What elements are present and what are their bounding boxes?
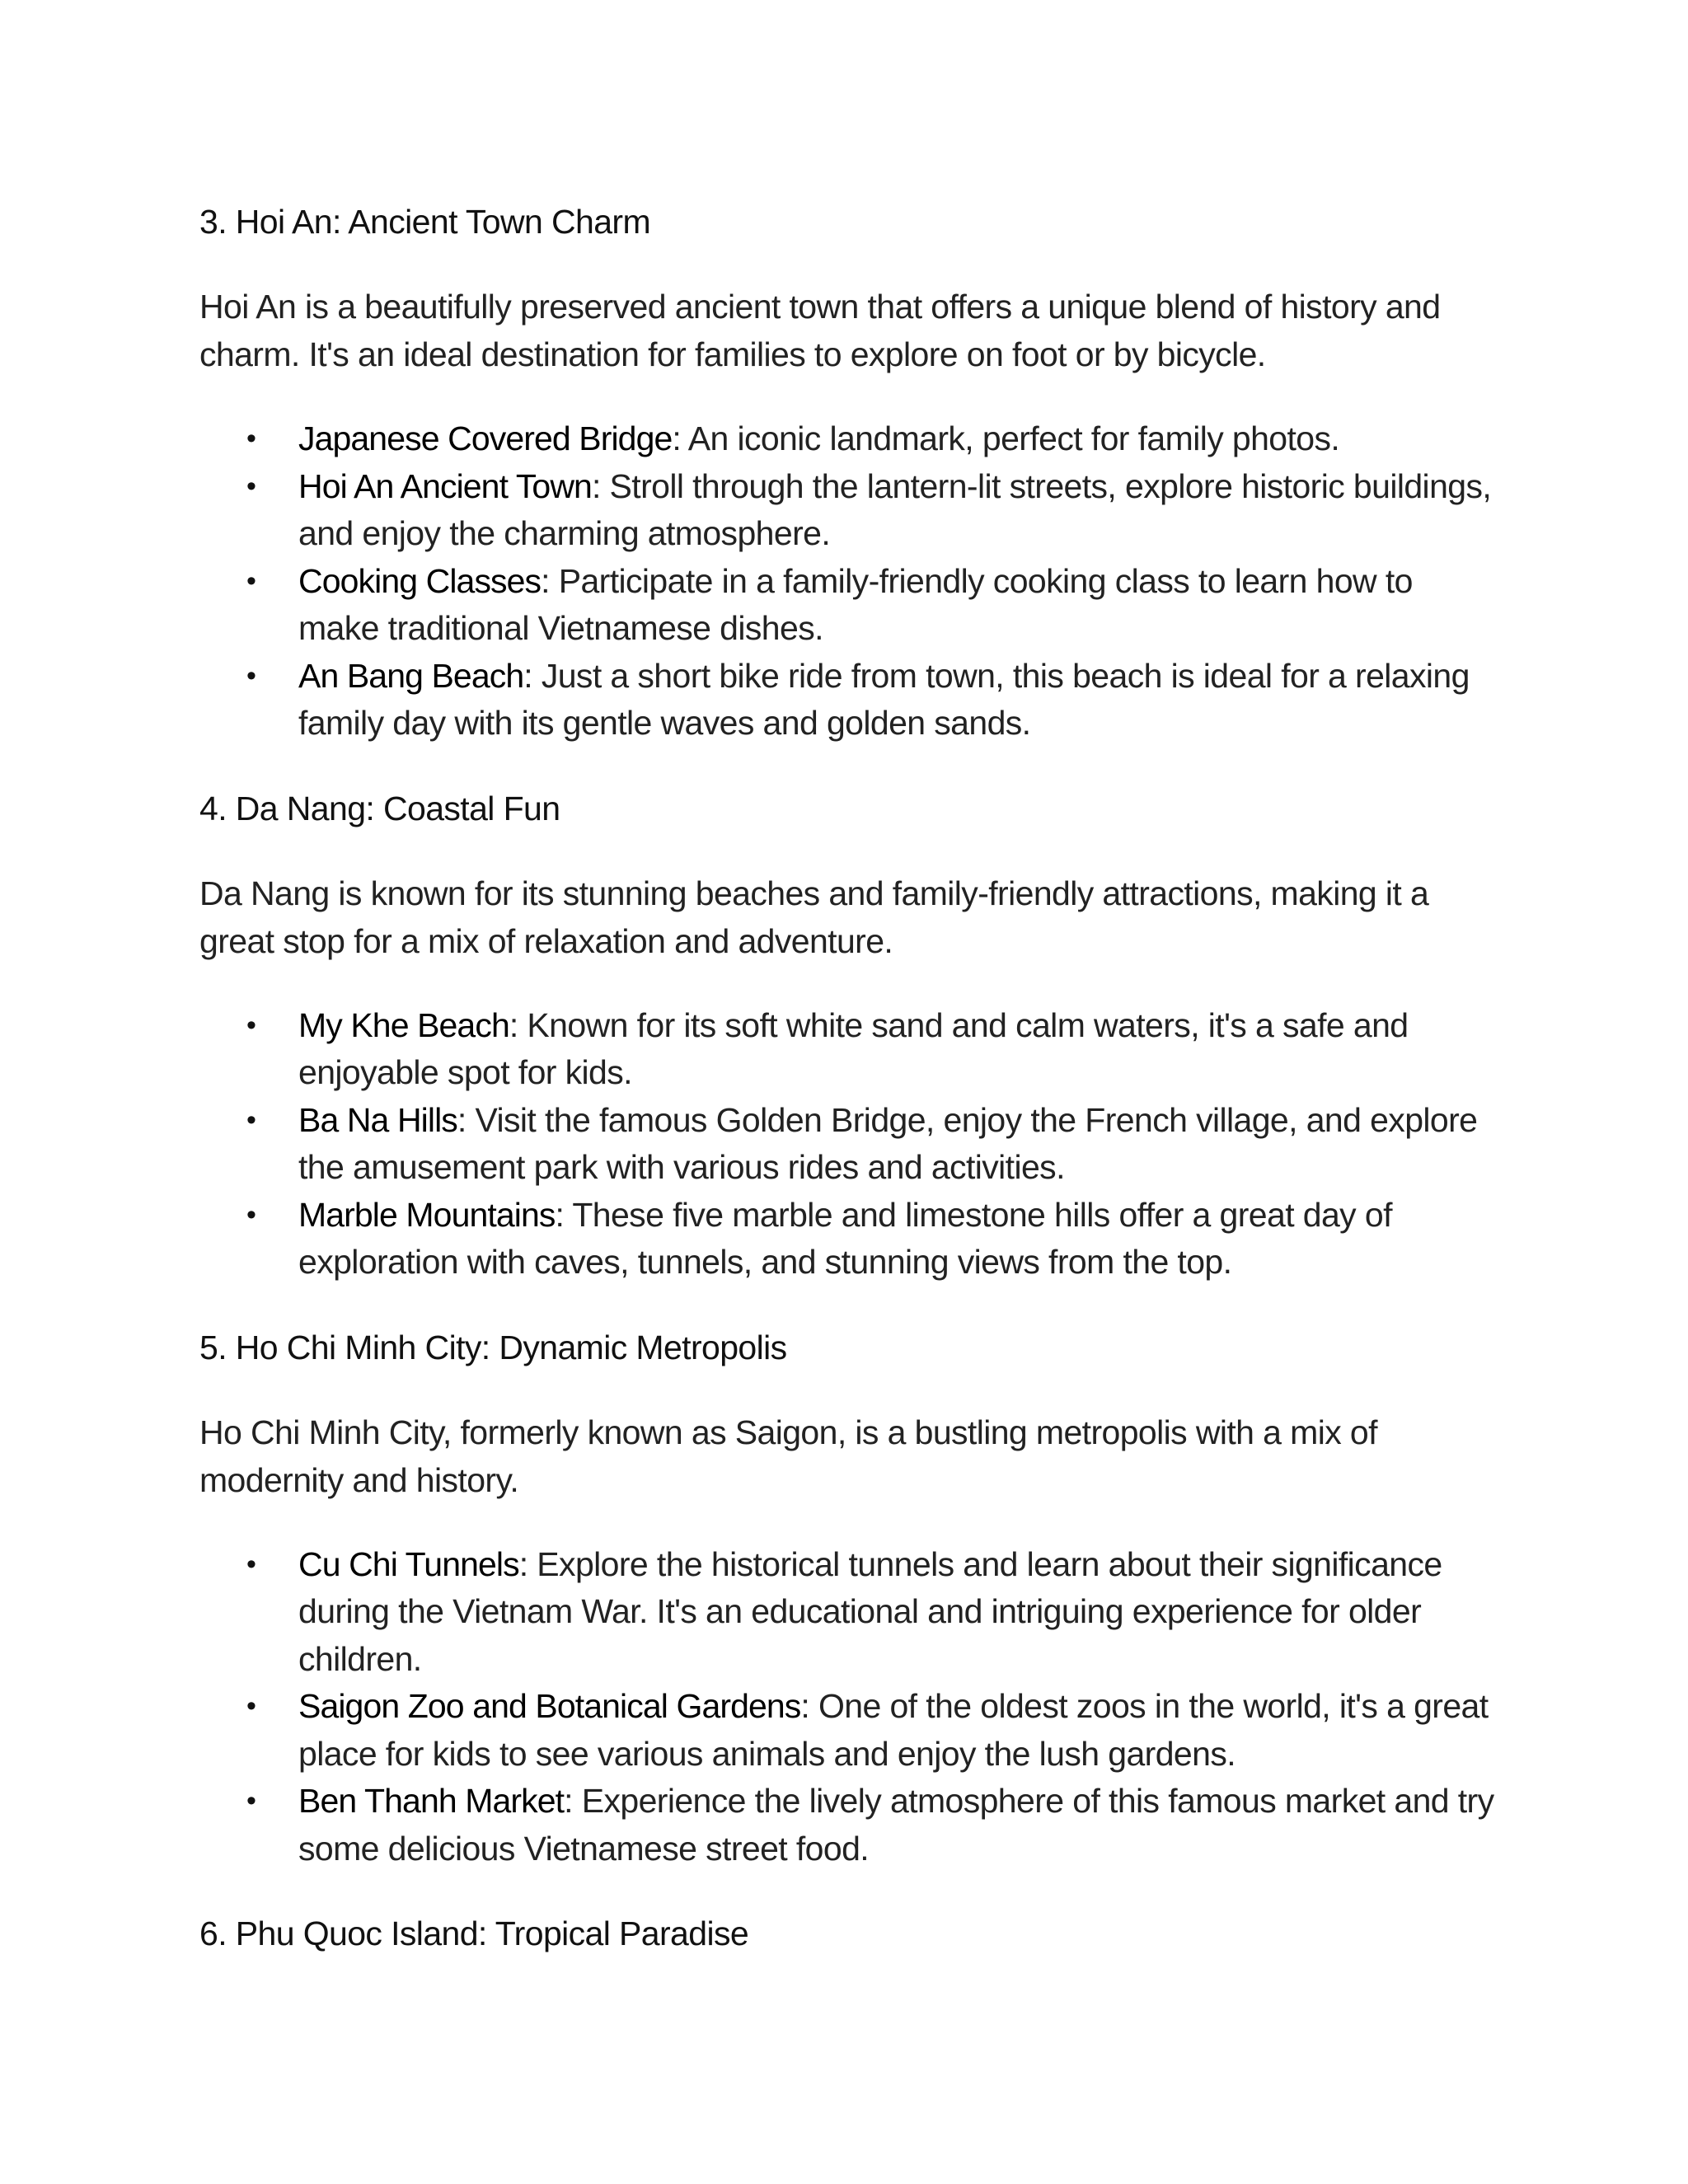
bullet-icon: •	[246, 423, 256, 454]
item-term: Ba Na Hills	[298, 1100, 457, 1139]
bullet-icon: •	[246, 659, 256, 691]
bullet-icon: •	[246, 565, 256, 597]
item-description: : Experience the lively atmosphere of this famous market and try some delicious Vietnamese street food.	[298, 1782, 1494, 1868]
item-term: An Bang Beach	[298, 656, 524, 695]
section-heading-phu-quoc: 6. Phu Quoc Island: Tropical Paradise	[199, 1915, 749, 1952]
list-item	[199, 1002, 1502, 1097]
list-item	[199, 558, 1502, 653]
list-item	[199, 1097, 1502, 1192]
item-term: Ben Thanh Market	[298, 1782, 565, 1820]
item-term: Hoi An Ancient Town	[298, 466, 592, 505]
item-term: Cooking Classes	[298, 561, 542, 600]
attractions-list-hoi-an	[199, 415, 1502, 748]
list-item	[199, 415, 1502, 463]
item-term: Marble Mountains	[298, 1195, 556, 1234]
bullet-icon: •	[246, 470, 256, 502]
item-term: Cu Chi Tunnels	[298, 1544, 519, 1583]
item-description: : Known for its soft white sand and calm waters, it's a safe and enjoyable spot for kids.	[298, 1005, 1409, 1091]
item-term: Saigon Zoo and Botanical Gardens	[298, 1687, 801, 1725]
item-term: Japanese Covered Bridge	[298, 419, 673, 457]
item-description: : Visit the famous Golden Bridge, enjoy the French village, and explore the amusement park with various rides and activities.	[298, 1100, 1478, 1186]
attractions-list-da-nang	[199, 1002, 1502, 1286]
attractions-list-ho-chi-minh-city	[199, 1541, 1502, 1873]
item-term: My Khe Beach	[298, 1005, 509, 1044]
item-description: : Stroll through the lantern-lit streets, explore historic buildings, and enjoy the charming atmosphere.	[298, 466, 1492, 552]
bullet-icon: •	[246, 1198, 256, 1230]
bullet-icon: •	[246, 1690, 256, 1722]
item-description: : Explore the historical tunnels and learn about their significance during the Vietnam War. It's an educational and intriguing experience for older children.	[298, 1544, 1442, 1678]
item-description: : Just a short bike ride from town, this beach is ideal for a relaxing family day with its gentle waves and golden sands.	[298, 656, 1470, 742]
bullet-icon: •	[246, 1009, 256, 1041]
bullet-icon: •	[246, 1548, 256, 1580]
list-item	[199, 1683, 1502, 1778]
item-description: : These five marble and limestone hills offer a great day of exploration with caves, tunnels, and stunning views from the top.	[298, 1195, 1392, 1281]
section-intro-hoi-an: Hoi An is a beautifully preserved ancient town that offers a unique blend of history and charm. It's an ideal destination for families to explore on foot or by bicycle.	[199, 288, 1441, 373]
list-item	[199, 1778, 1502, 1872]
section-heading-hoi-an: 3. Hoi An: Ancient Town Charm	[199, 203, 651, 241]
section-intro-da-nang: Da Nang is known for its stunning beaches and family-friendly attractions, making it a great stop for a mix of relaxation and adventure.	[199, 874, 1429, 960]
item-description: : Participate in a family-friendly cooking class to learn how to make traditional Vietnamese dishes.	[298, 561, 1413, 647]
list-item	[199, 653, 1502, 748]
item-description: : An iconic landmark, perfect for family photos.	[672, 419, 1340, 457]
section-intro-ho-chi-minh-city: Ho Chi Minh City, formerly known as Saigon, is a bustling metropolis with a mix of modernity and history.	[199, 1413, 1377, 1499]
list-item	[199, 463, 1502, 558]
list-item	[199, 1541, 1502, 1684]
document-page	[199, 198, 1502, 1994]
section-heading-da-nang: 4. Da Nang: Coastal Fun	[199, 789, 560, 827]
section-heading-ho-chi-minh-city: 5. Ho Chi Minh City: Dynamic Metropolis	[199, 1328, 787, 1366]
bullet-icon: •	[246, 1104, 256, 1136]
item-description: : One of the oldest zoos in the world, it's a great place for kids to see various animals and enjoy the lush gardens.	[298, 1687, 1489, 1773]
bullet-icon: •	[246, 1785, 256, 1816]
list-item	[199, 1192, 1502, 1286]
